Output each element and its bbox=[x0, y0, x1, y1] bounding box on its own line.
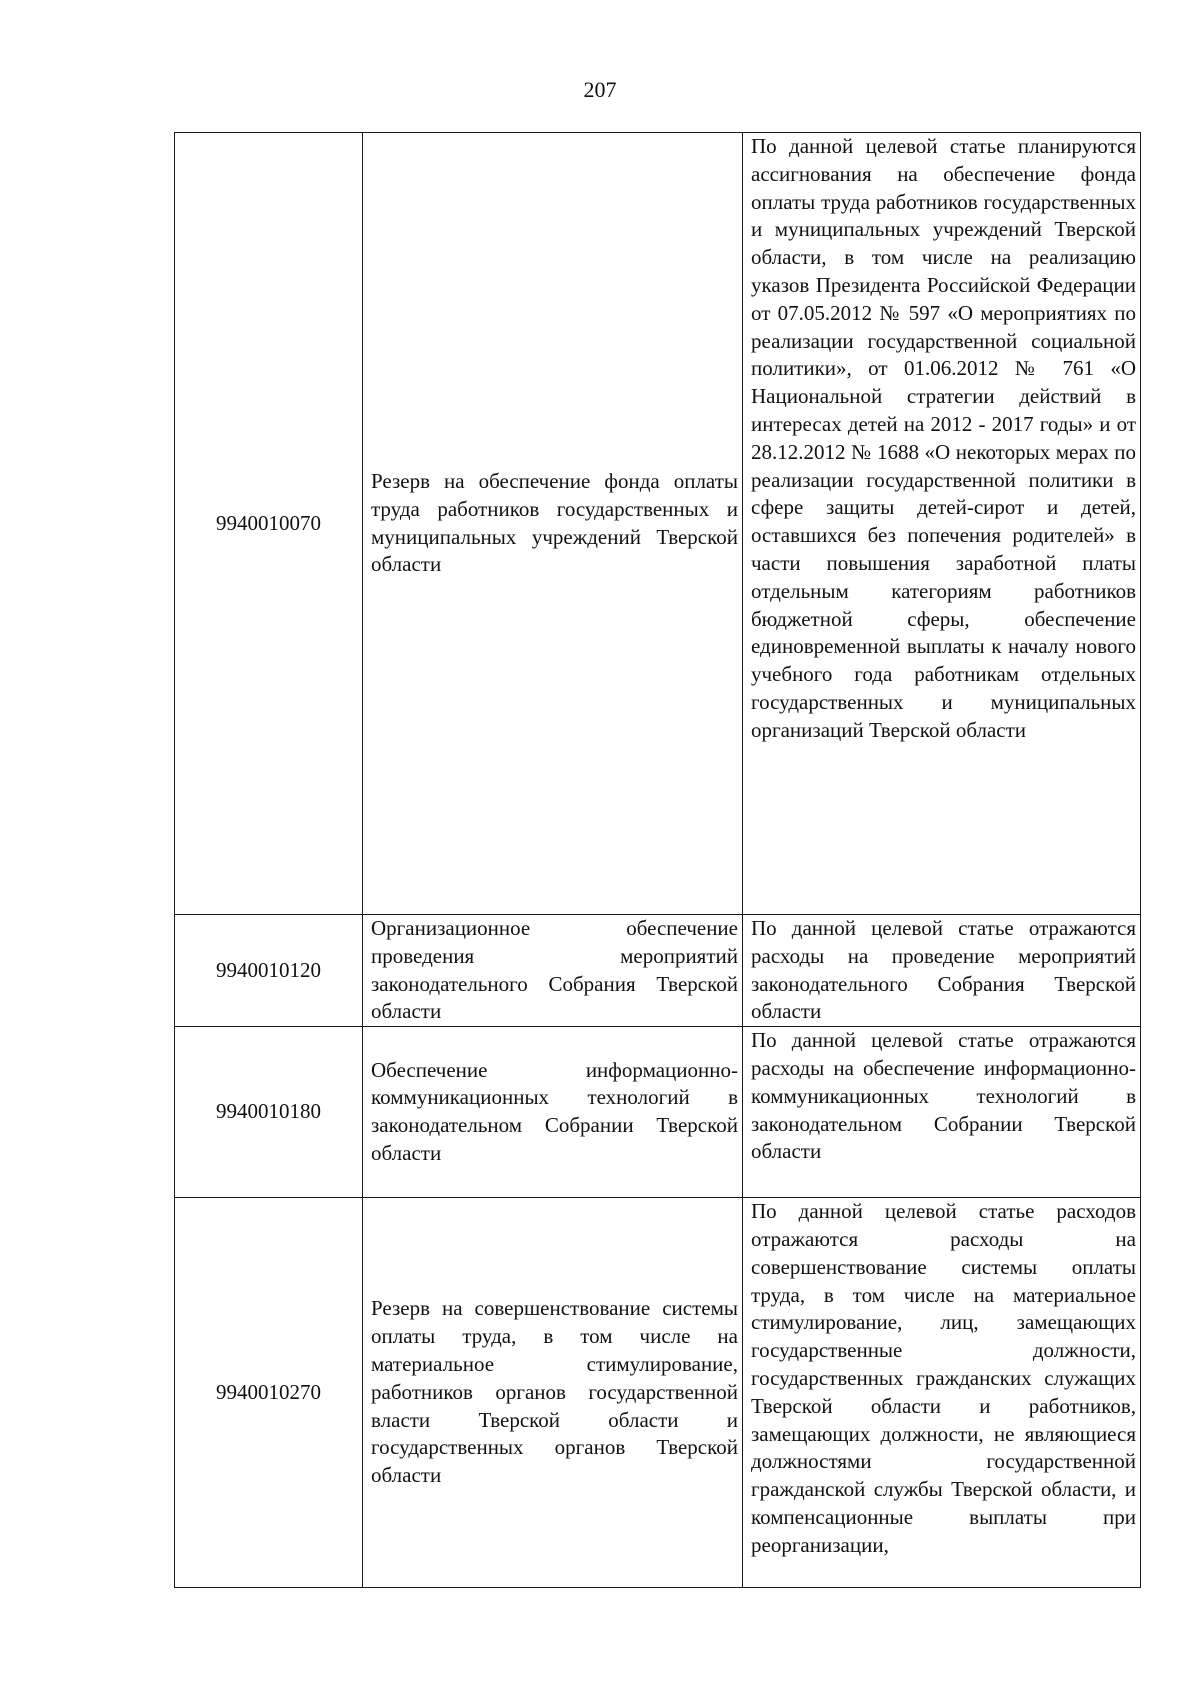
article-code: 9940010180 bbox=[175, 1027, 363, 1198]
table-row bbox=[175, 915, 1141, 1027]
article-description: По данной целевой статье расходов отражаются расходы на совершенствование системы оплаты труда, в том числе на материальное стимулирование, лиц, замещающих государственные должности, государственных гражданских служащих Тверской области и работников, замещающих должности, не являющиеся должностями государственной гражданской службы Тверской области, и компенсационные выплаты при реорганизации, bbox=[743, 1198, 1141, 1588]
article-description: По данной целевой статье планируются ассигнования на обеспечение фонда оплаты труда работников государственных и муниципальных учреждений Тверской области, в том числе на реализацию указов Президента Российской Федерации от 07.05.2012 № 597 «О мероприятиях по реализации государственной социальной политики», от 01.06.2012 № 761 «О Национальной стратегии действий в интересах детей на 2012 - 2017 годы» и от 28.12.2012 № 1688 «О некоторых мерах по реализации государственной политики в сфере защиты детей-сирот и детей, оставшихся без попечения родителей» в части повышения заработной платы отдельным категориям работников бюджетной сферы, обеспечение единовременной выплаты к началу нового учебного года работникам отдельных государственных и муниципальных организаций Тверской области bbox=[743, 133, 1141, 915]
article-description: По данной целевой статье отражаются расходы на обеспечение информационно-коммуникационных технологий в законодательном Собрании Тверской области bbox=[743, 1027, 1141, 1198]
table-row bbox=[175, 133, 1141, 915]
budget-articles-table bbox=[174, 132, 1141, 1588]
article-name: Организационное обеспечение проведения мероприятий законодательного Собрания Тверской области bbox=[363, 915, 743, 1027]
article-name: Резерв на совершенствование системы оплаты труда, в том числе на материальное стимулирование, работников органов государственной власти Тверской области и государственных органов Тверской области bbox=[363, 1198, 743, 1588]
table-row bbox=[175, 1198, 1141, 1588]
article-code: 9940010270 bbox=[175, 1198, 363, 1588]
table-row bbox=[175, 1027, 1141, 1198]
article-name: Обеспечение информационно-коммуникационных технологий в законодательном Собрании Тверской области bbox=[363, 1027, 743, 1198]
article-name: Резерв на обеспечение фонда оплаты труда работников государственных и муниципальных учреждений Тверской области bbox=[363, 133, 743, 915]
article-code: 9940010120 bbox=[175, 915, 363, 1027]
article-description: По данной целевой статье отражаются расходы на проведение мероприятий законодательного Собрания Тверской области bbox=[743, 915, 1141, 1027]
page-number: 207 bbox=[583, 77, 617, 102]
article-code: 9940010070 bbox=[175, 133, 363, 915]
